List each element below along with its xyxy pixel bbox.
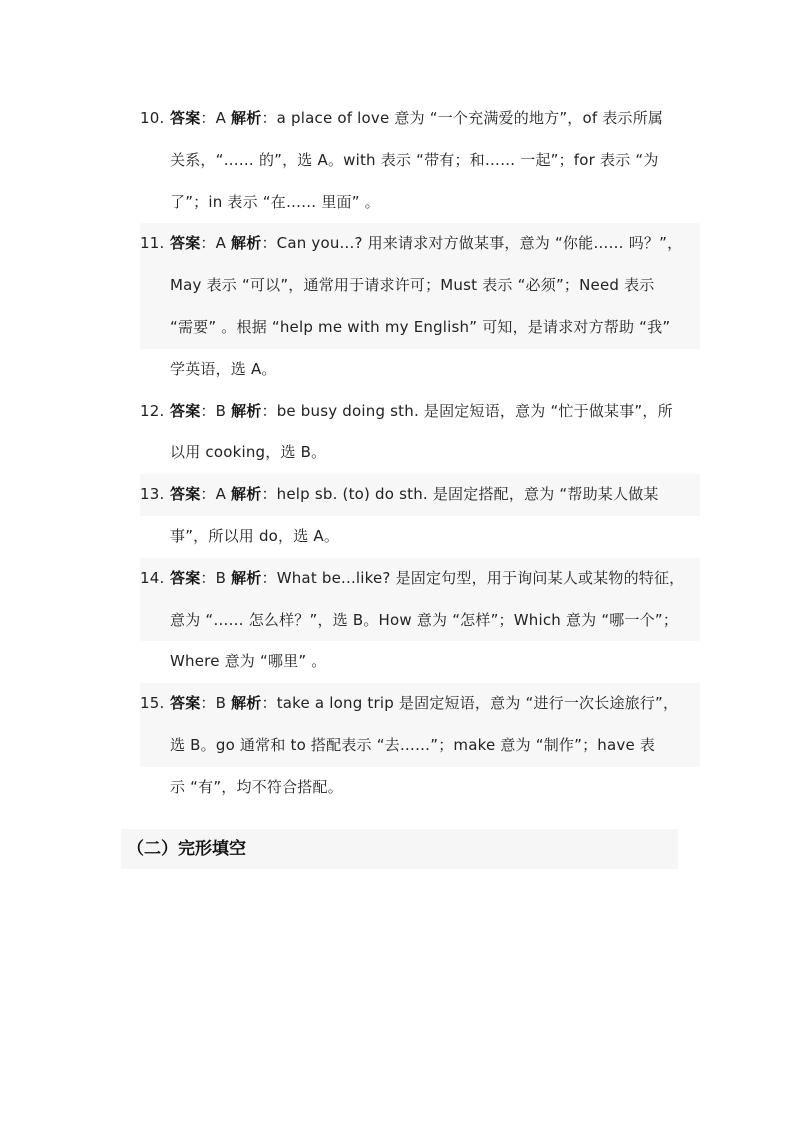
item-number: 15.	[140, 694, 165, 713]
answer-item	[140, 558, 700, 683]
explanation-text: May 表示 “可以”，通常用于请求许可；Must 表示 “必须”；Need 表示	[170, 276, 655, 295]
answer-item-line	[140, 182, 700, 224]
answer-item-line	[140, 767, 700, 809]
answer-label: 答案	[170, 485, 201, 504]
item-number: 14.	[140, 568, 165, 587]
answer-item	[140, 391, 700, 475]
answer-choice: B	[215, 694, 227, 713]
answer-item-line	[140, 432, 700, 474]
explanation-text: take a long trip 是固定短语，意为 “进行一次长途旅行”，	[276, 694, 679, 713]
answer-item-line	[140, 600, 700, 642]
explanation-text: 事”，所以用 do，选 A。	[170, 526, 340, 545]
answer-item	[140, 223, 700, 390]
item-number: 13.	[140, 485, 165, 504]
answer-choice: A	[215, 485, 227, 504]
answer-item-line	[140, 140, 700, 182]
explanation-text: Where 意为 “哪里” 。	[170, 652, 327, 671]
section-heading: （二）完形填空	[121, 829, 678, 869]
explanation-text: Can you...? 用来请求对方做某事，意为 “你能…… 吗？”，	[276, 234, 683, 253]
answer-label: 答案	[170, 694, 201, 713]
answer-item-first-line: 13. 答案：A 解析：help sb. (to) do sth. 是固定搭配，意为 “帮助某人做某	[140, 474, 700, 516]
answer-label: 答案	[170, 109, 201, 127]
analysis-label: 解析	[231, 401, 262, 420]
explanation-text: 关系，“…… 的”，选 A。with 表示 “带有；和…… 一起”；for 表示 “为	[170, 150, 659, 169]
answer-item-line	[140, 307, 700, 349]
answer-explanation-list	[140, 98, 700, 809]
explanation-text: What be...like? 是固定句型，用于询问某人或某物的特征，	[276, 568, 685, 587]
item-number: 11.	[140, 234, 165, 253]
item-number: 10.	[140, 109, 165, 127]
answer-choice: B	[215, 568, 227, 587]
explanation-text: be busy doing sth. 是固定短语，意为 “忙于做某事”，所	[276, 401, 673, 420]
answer-choice: A	[215, 234, 227, 253]
answer-choice: B	[215, 401, 227, 420]
answer-item	[140, 683, 700, 808]
answer-label: 答案	[170, 568, 201, 587]
answer-label: 答案	[170, 401, 201, 420]
answer-item-first-line: 15. 答案：B 解析：take a long trip 是固定短语，意为 “进行一次长途旅行”，	[140, 683, 700, 725]
analysis-label: 解析	[231, 485, 262, 504]
answer-item-first-line: 14. 答案：B 解析：What be...like? 是固定句型，用于询问某人或某物的特征，	[140, 558, 700, 600]
analysis-label: 解析	[231, 694, 262, 713]
explanation-text: a place of love 意为 “一个充满爱的地方”，of 表示所属	[276, 109, 664, 127]
analysis-label: 解析	[231, 234, 262, 253]
answer-item-first-line: 12. 答案：B 解析：be busy doing sth. 是固定短语，意为 “忙于做某事”，所	[140, 391, 700, 433]
answer-item-line	[140, 349, 700, 391]
answer-item	[140, 98, 700, 223]
explanation-text: help sb. (to) do sth. 是固定搭配，意为 “帮助某人做某	[276, 485, 659, 504]
answer-label: 答案	[170, 234, 201, 253]
explanation-text: “需要” 。根据 “help me with my English” 可知，是请求对方帮助 “我”	[170, 317, 671, 336]
answer-item-line	[140, 725, 700, 767]
analysis-label: 解析	[231, 568, 262, 587]
answer-item-line	[140, 265, 700, 307]
explanation-text: 以用 cooking，选 B。	[170, 443, 327, 462]
explanation-text: 示 “有”，均不符合搭配。	[170, 777, 343, 796]
item-number: 12.	[140, 401, 165, 420]
answer-item	[140, 474, 700, 558]
answer-item-line	[140, 641, 700, 683]
answer-item-first-line: 11. 答案：A 解析：Can you...? 用来请求对方做某事，意为 “你能…… 吗？”，	[140, 223, 700, 265]
answer-item-first-line: 10. 答案：A 解析：a place of love 意为 “一个充满爱的地方”，of 表示所属	[140, 98, 700, 140]
answer-item-line	[140, 516, 700, 558]
analysis-label: 解析	[231, 109, 262, 127]
answer-choice: A	[215, 109, 227, 127]
explanation-text: 选 B。go 通常和 to 搭配表示 “去……”；make 意为 “制作”；have 表	[170, 735, 656, 754]
explanation-text: 学英语，选 A。	[170, 359, 277, 378]
explanation-text: 意为 “…… 怎么样？”，选 B。How 意为 “怎样”；Which 意为 “哪一个”；	[170, 610, 679, 629]
explanation-text: 了”；in 表示 “在…… 里面” 。	[170, 192, 380, 211]
